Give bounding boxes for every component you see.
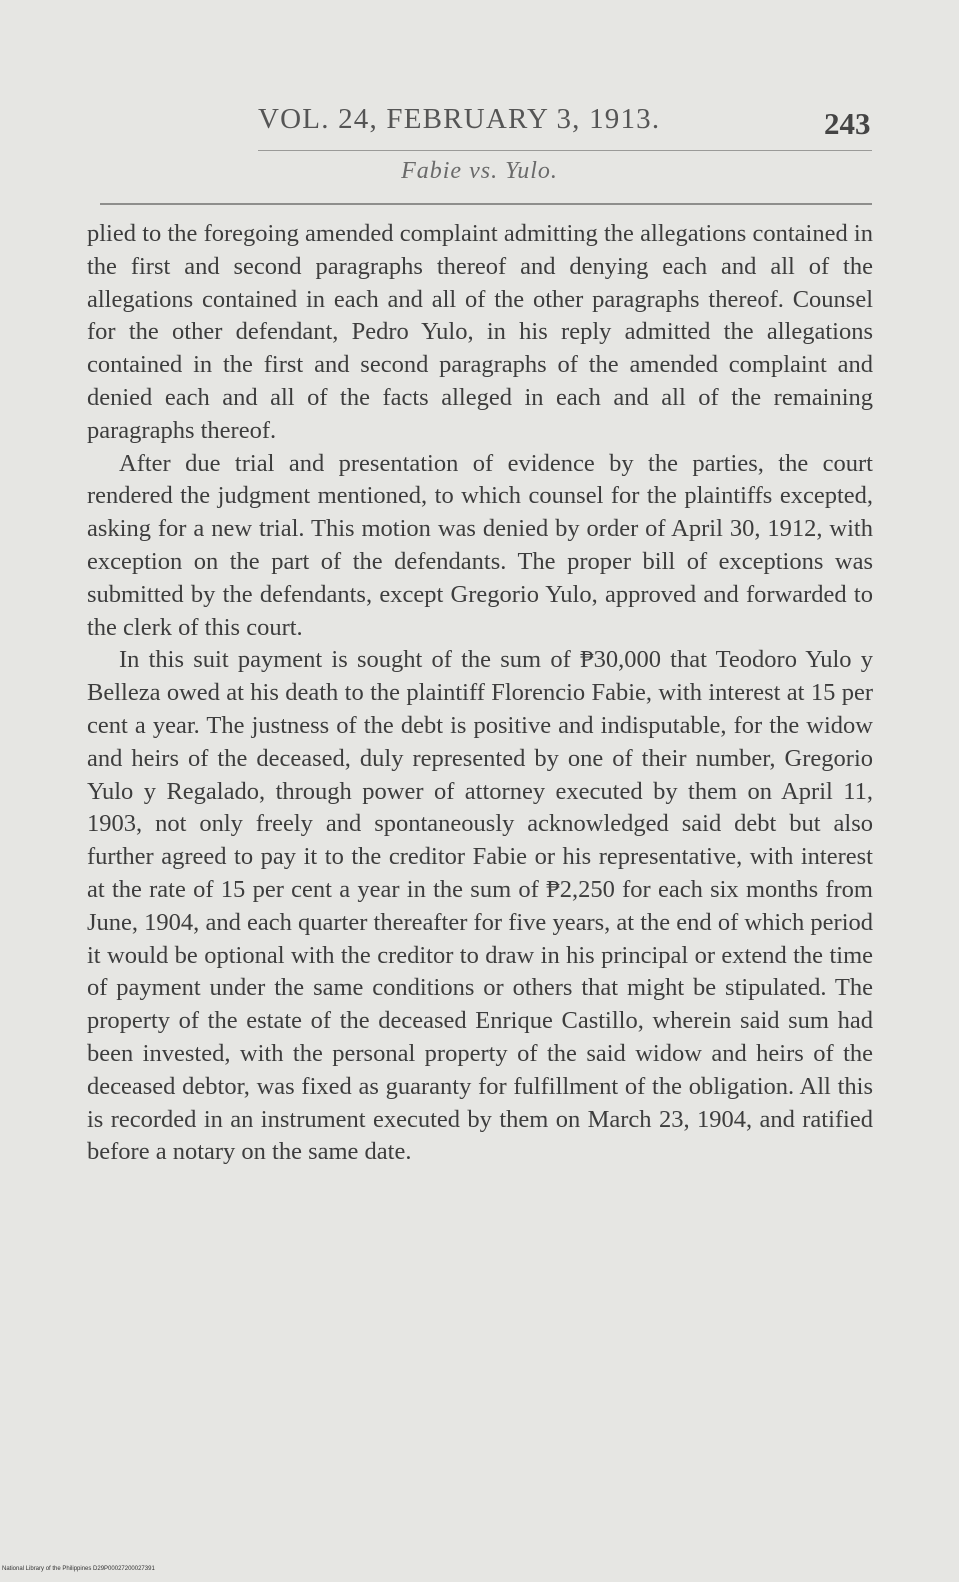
title-rule	[100, 203, 872, 205]
body-text	[87, 218, 873, 1169]
page-number: 243	[824, 106, 871, 141]
case-title: Fabie vs. Yulo.	[401, 158, 558, 184]
paragraph: In this suit payment is sought of the sum of ₱30,000 that Teodoro Yulo y Belleza owed at his death to the plaintiff Florencio Fabie, with interest at 15 per cent a year. The justness of the debt is positive and indisputable, for the widow and heirs of the deceased, duly represented by one of their number, Gregorio Yulo y Regalado, through power of attorney executed by them on April 11, 1903, not only freely and spontaneously acknowledged said debt but also further agreed to pay it to the creditor Fabie or his representative, with interest at the rate of 15 per cent a year in the sum of ₱2,250 for each six months from June, 1904, and each quarter thereafter for five years, at the end of which period it would be optional with the creditor to draw in his principal or extend the time of payment under the same conditions or others that might be stipulated. The property of the estate of the deceased Enrique Castillo, wherein said sum had been invested, with the personal property of the said widow and heirs of the deceased debtor, was fixed as guaranty for fulfillment of the obligation. All this is recorded in an instrument executed by them on March 23, 1904, and ratified before a notary on the same date.	[87, 646, 873, 1166]
scan-footer-note: National Library of the Philippines D29P00027200027391	[2, 1566, 155, 1572]
volume-date-header: VOL. 24, FEBRUARY 3, 1913.	[258, 103, 661, 135]
paragraph: After due trial and presentation of evidence by the parties, the court rendered the judgment mentioned, to which counsel for the plaintiffs excepted, asking for a new trial. This motion was denied by order of April 30, 1912, with exception on the part of the defendants. The proper bill of exceptions was submitted by the defendants, except Gregorio Yulo, approved and forwarded to the clerk of this court.	[87, 449, 873, 641]
paragraph: plied to the foregoing amended complaint admitting the allegations contained in the first and second paragraphs thereof and denying each and all of the allegations contained in each and all of the other paragraphs thereof. Counsel for the other defendant, Pedro Yulo, in his reply admitted the allegations contained in the first and second paragraphs of the amended complaint and denied each and all of the facts alleged in each and all of the remaining paragraphs thereof.	[87, 220, 873, 444]
header-rule	[258, 150, 872, 151]
